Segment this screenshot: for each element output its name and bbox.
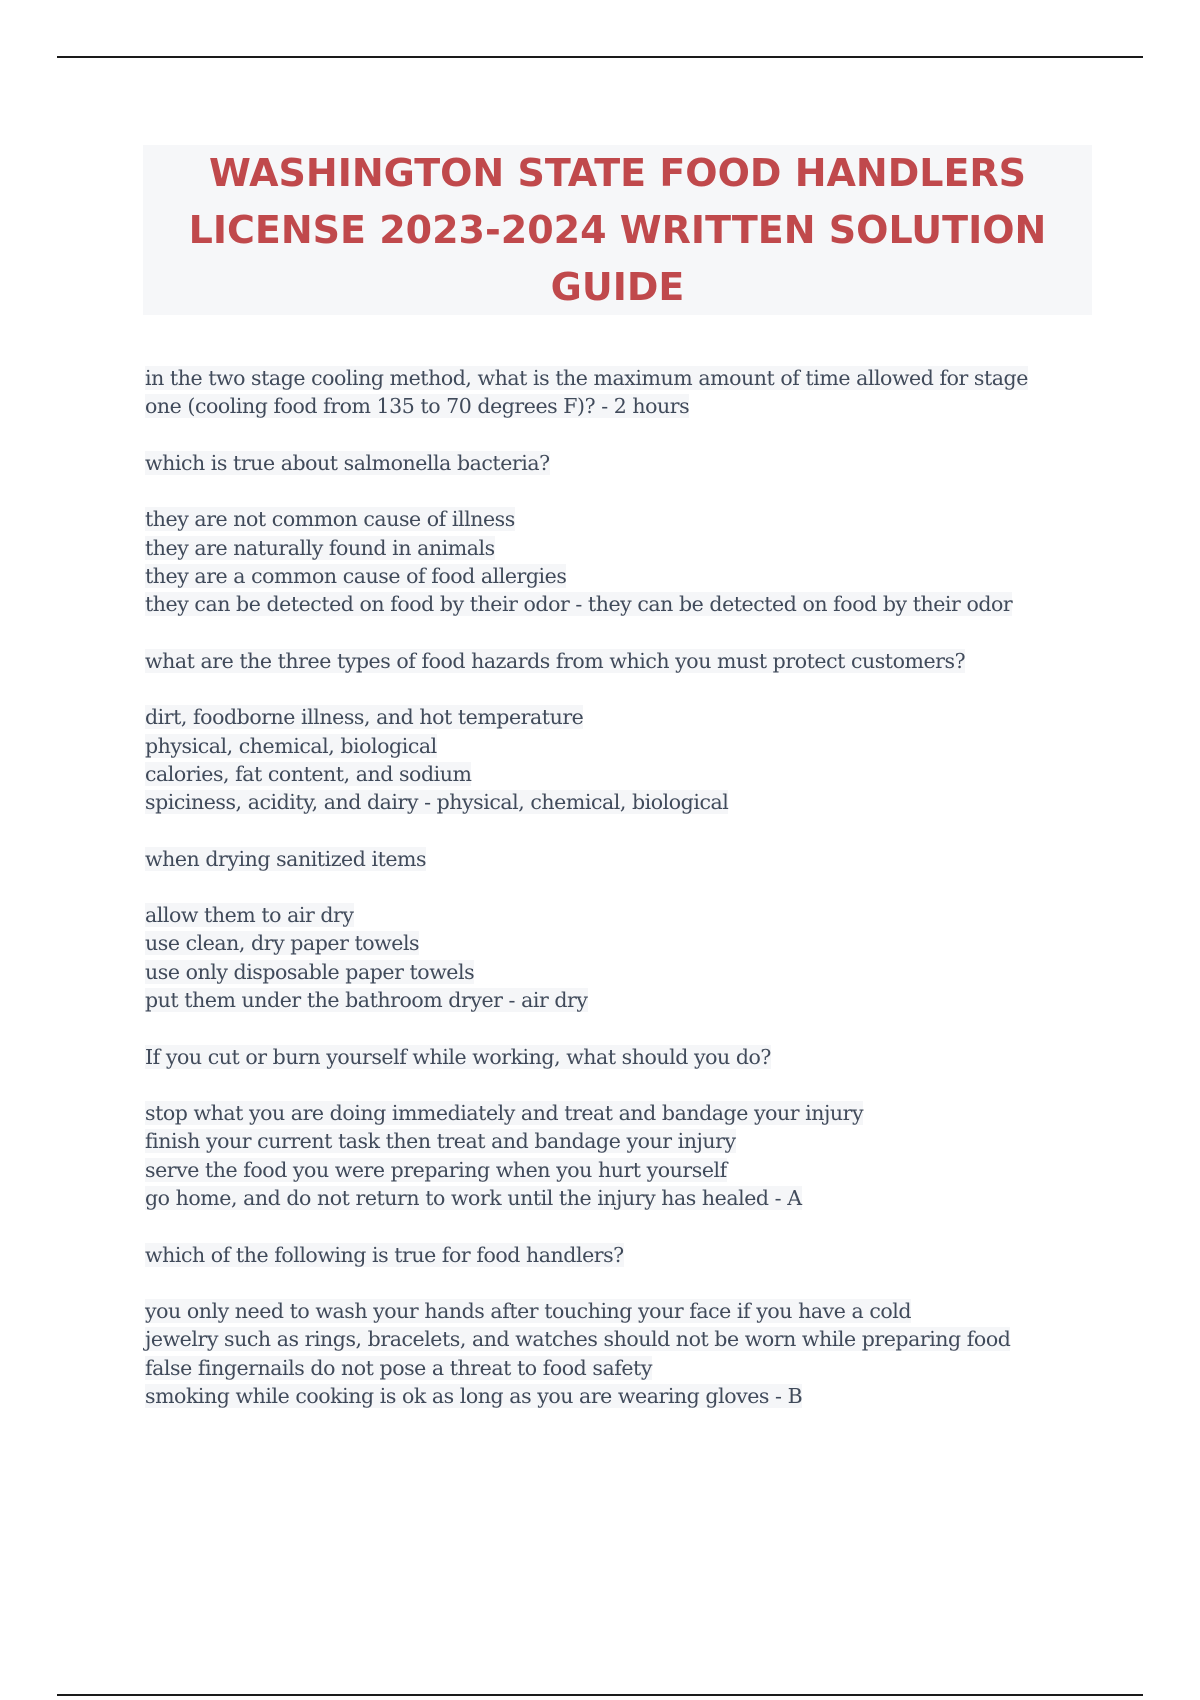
question-text: If you cut or burn yourself while working, what should you do? <box>145 1044 771 1069</box>
question-block-6 <box>145 1241 1145 1411</box>
question-block-5 <box>145 1043 1145 1213</box>
question-text: which is true about salmonella bacteria? <box>145 450 550 475</box>
answer-option: calories, fat content, and sodium <box>145 761 472 786</box>
question-line: in the two stage cooling method, what is the maximum amount of time allowed for stage <box>145 366 1028 390</box>
title-box <box>143 145 1092 315</box>
answer-option: smoking while cooking is ok as long as you are wearing gloves - B <box>145 1384 803 1409</box>
answer-option: go home, and do not return to work until the injury has healed - A <box>145 1186 802 1211</box>
question-block-4 <box>145 845 1145 1015</box>
answer-option: they are a common cause of food allergies <box>145 563 567 588</box>
document-title <box>143 145 1092 316</box>
answer-option: finish your current task then treat and bandage your injury <box>145 1129 736 1154</box>
answer-option: false fingernails do not pose a threat to food safety <box>145 1355 652 1380</box>
question-block-1 <box>145 364 1145 421</box>
document-body <box>145 364 1145 1411</box>
answer-option: jewelry such as rings, bracelets, and watches should not be worn while preparing food <box>145 1327 1011 1352</box>
question-block-3 <box>145 647 1145 817</box>
answer-option: they are not common cause of illness <box>145 507 515 532</box>
top-rule <box>57 56 1143 58</box>
question-text: what are the three types of food hazards from which you must protect customers? <box>145 648 966 673</box>
answer-option: stop what you are doing immediately and treat and bandage your injury <box>145 1101 864 1126</box>
answer-option: dirt, foodborne illness, and hot temperature <box>145 705 584 730</box>
answer-option: allow them to air dry <box>145 903 354 928</box>
question-line: one (cooling food from 135 to 70 degrees F)? - 2 hours <box>145 394 690 419</box>
answer-option: spiciness, acidity, and dairy - physical, chemical, biological <box>145 790 729 815</box>
answer-option: use only disposable paper towels <box>145 959 475 984</box>
title-line-2: LICENSE 2023-2024 WRITTEN SOLUTION <box>188 207 1047 252</box>
title-line-3: GUIDE <box>550 264 685 309</box>
bottom-rule <box>57 1694 1143 1696</box>
question-block-2 <box>145 449 1145 619</box>
question-text: when drying sanitized items <box>145 846 427 871</box>
answer-option: they can be detected on food by their odor - they can be detected on food by their odor <box>145 592 1013 617</box>
question-text: which of the following is true for food handlers? <box>145 1242 624 1267</box>
title-line-1: WASHINGTON STATE FOOD HANDLERS <box>208 150 1027 195</box>
answer-option: physical, chemical, biological <box>145 733 437 758</box>
answer-option: you only need to wash your hands after touching your face if you have a cold <box>145 1298 912 1323</box>
answer-option: serve the food you were preparing when you hurt yourself <box>145 1157 727 1182</box>
answer-option: put them under the bathroom dryer - air dry <box>145 988 588 1013</box>
answer-option: use clean, dry paper towels <box>145 931 420 956</box>
answer-option: they are naturally found in animals <box>145 535 495 560</box>
